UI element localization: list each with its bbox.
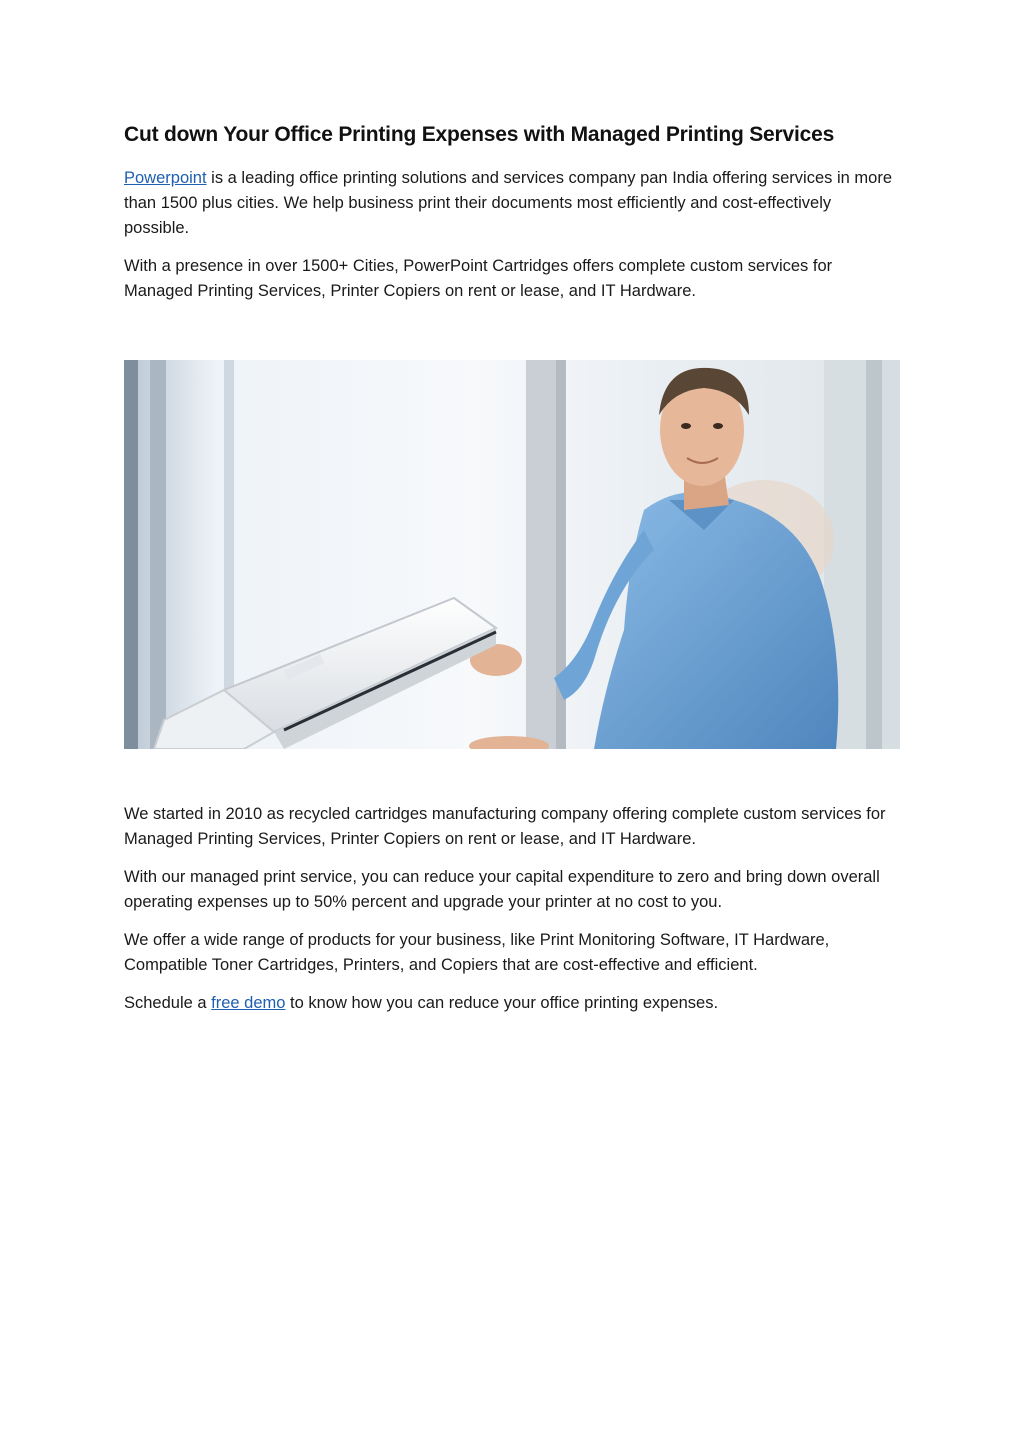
cta-prefix: Schedule a — [124, 994, 212, 1012]
presence-paragraph: With a presence in over 1500+ Cities, PowerPoint Cartridges offers complete custom services for Managed Printing Services, Printer Copiers on rent or lease, and IT Hardware. — [124, 257, 833, 300]
cta-paragraph — [124, 991, 900, 1016]
free-demo-link[interactable]: free demo — [211, 994, 286, 1012]
started-paragraph: We started in 2010 as recycled cartridges manufacturing company offering complete custom services for Managed Printing Services, Printer Copiers on rent or lease, and IT Hardware. — [124, 805, 886, 848]
intro-text: is a leading office printing solutions and services company pan India offering services in more than 1500 plus cities. We help business print their documents most efficiently and cost-effectively possible. — [124, 169, 892, 237]
office-printer-photo — [124, 360, 900, 749]
products-paragraph: We offer a wide range of products for your business, like Print Monitoring Software, IT Hardware, Compatible Toner Cartridges, Printers, and Copiers that are cost-effective and efficient. — [124, 931, 830, 974]
managed-paragraph: With our managed print service, you can reduce your capital expenditure to zero and bring down overall operating expenses up to 50% percent and upgrade your printer at no cost to you. — [124, 868, 880, 911]
body-text — [124, 802, 900, 1029]
page-title: Cut down Your Office Printing Expenses with Managed Printing Services — [124, 123, 835, 146]
intro-paragraph — [124, 166, 900, 241]
powerpoint-link[interactable]: Powerpoint — [124, 169, 207, 187]
document-page — [124, 120, 900, 317]
cta-suffix: to know how you can reduce your office printing expenses. — [285, 994, 719, 1012]
